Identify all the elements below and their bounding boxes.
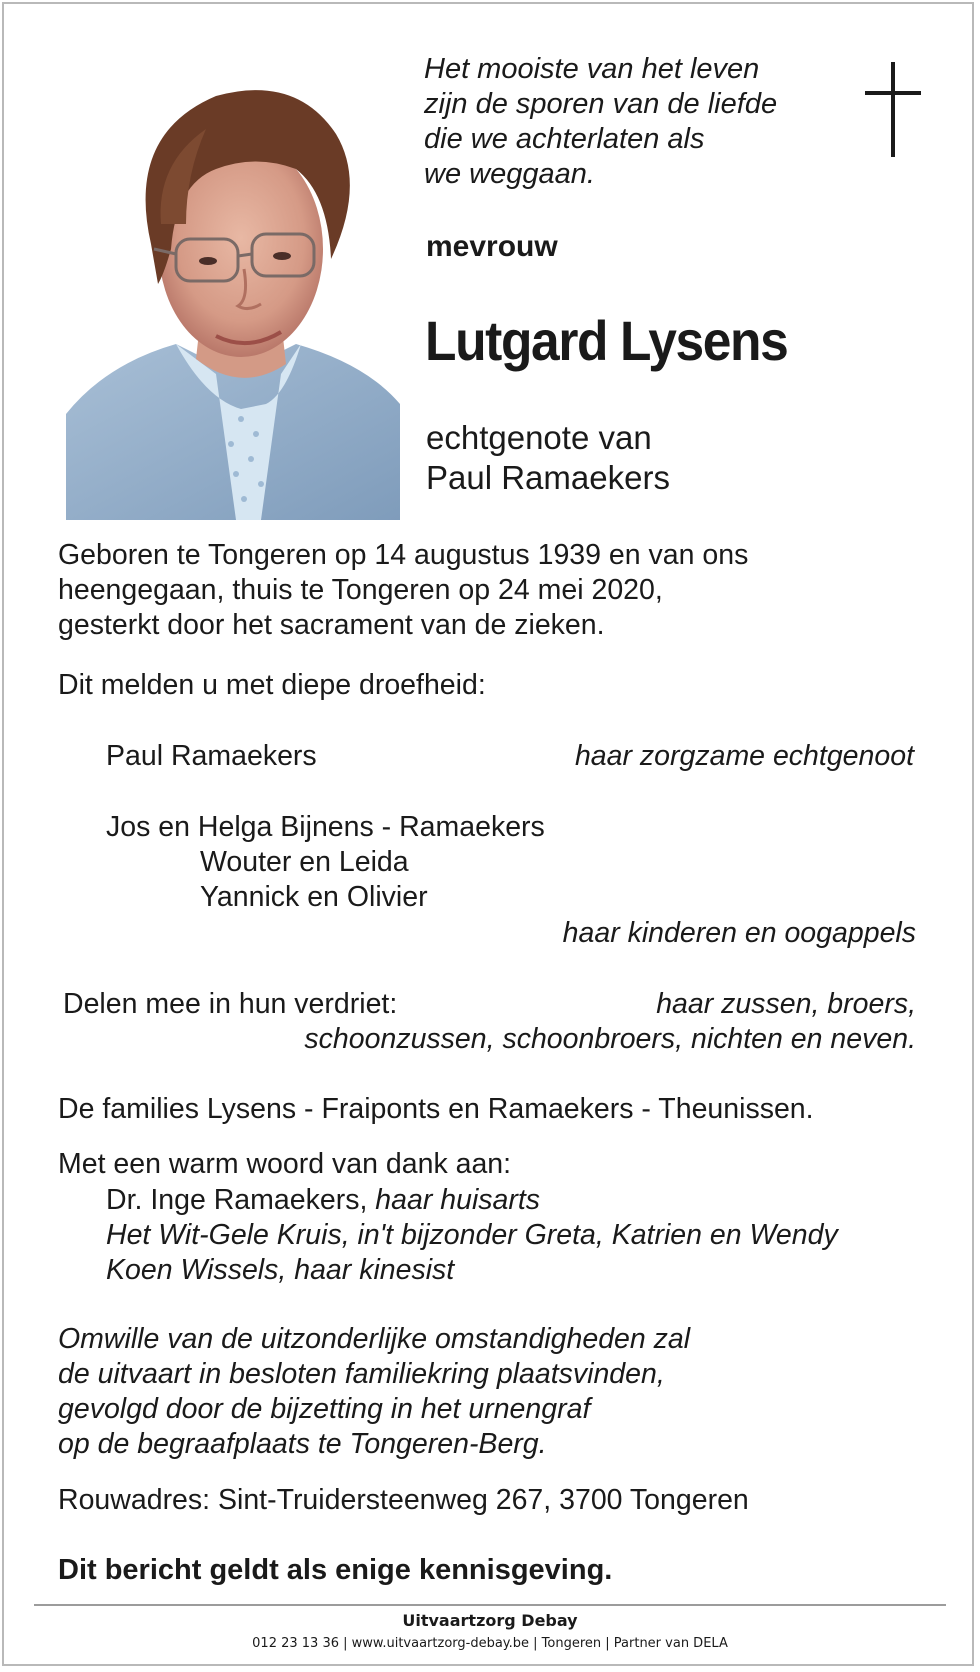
funeral-text xyxy=(58,1322,690,1462)
text-line: gevolgd door de bijzetting in het urnengraf xyxy=(58,1393,591,1425)
families-text: De families Lysens - Fraiponts en Ramaekers - Theunissen. xyxy=(58,1093,814,1125)
thanks-intro: Met een warm woord van dank aan: xyxy=(58,1148,512,1180)
text-line: gesterkt door het sacrament van de zieken. xyxy=(58,609,605,641)
portrait-photo xyxy=(66,74,400,520)
spouse xyxy=(426,418,670,498)
husband-role: haar zorgzame echtgenoot xyxy=(574,740,914,772)
doctor-role: haar huisarts xyxy=(375,1184,541,1216)
text-line: Geboren te Tongeren op 14 augustus 1939 en van ons xyxy=(58,539,749,571)
spouse-name: Paul Ramaekers xyxy=(426,459,670,496)
deceased-name: Lutgard Lysens xyxy=(425,309,788,372)
children-couple: Jos en Helga Bijnens - Ramaekers xyxy=(106,811,545,843)
text-line: heengegaan, thuis te Tongeren op 24 mei 2020, xyxy=(58,574,663,606)
text-line: Omwille van de uitzonderlijke omstandigheden zal xyxy=(58,1323,691,1355)
children-role: haar kinderen en oogappels xyxy=(562,917,916,949)
funeral-home-name: Uitvaartzorg Debay xyxy=(402,1611,578,1630)
thanks-doctor xyxy=(106,1183,540,1218)
honorific: mevrouw xyxy=(426,230,558,263)
quote-line: Het mooiste van het leven xyxy=(424,53,760,85)
birth-death-text xyxy=(58,538,748,643)
announce-text: Dit melden u met diepe droefheid: xyxy=(58,669,486,701)
thanks-physio: Koen Wissels, haar kinesist xyxy=(106,1254,455,1286)
spouse-relation: echtgenote van xyxy=(426,419,652,456)
share-relatives: haar zussen, broers, xyxy=(656,988,916,1020)
husband-name: Paul Ramaekers xyxy=(106,740,317,772)
mourning-address: Rouwadres: Sint-Truidersteenweg 267, 3700 Tongeren xyxy=(58,1484,749,1516)
quote xyxy=(424,52,777,192)
quote-line: zijn de sporen van de liefde xyxy=(424,88,778,120)
quote-line: we weggaan. xyxy=(424,158,595,190)
share-relatives: schoonzussen, schoonbroers, nichten en neven. xyxy=(304,1023,916,1055)
footer-divider xyxy=(34,1604,946,1606)
share-label: Delen mee in hun verdriet: xyxy=(63,988,398,1020)
thanks-nursing: Het Wit-Gele Kruis, in't bijzonder Greta, Katrien en Wendy xyxy=(106,1219,838,1251)
text-line: op de begraafplaats te Tongeren-Berg. xyxy=(58,1428,547,1460)
grandchildren-line: Wouter en Leida xyxy=(200,846,409,878)
closing-statement: Dit bericht geldt als enige kennisgeving. xyxy=(58,1554,613,1586)
funeral-home-details: 012 23 13 36 | www.uitvaartzorg-debay.be | Tongeren | Partner van DELA xyxy=(252,1636,728,1651)
grandchildren-line: Yannick en Olivier xyxy=(200,881,428,913)
quote-line: die we achterlaten als xyxy=(424,123,705,155)
doctor-name: Dr. Inge Ramaekers, xyxy=(106,1184,368,1216)
text-line: de uitvaart in besloten familiekring plaatsvinden, xyxy=(58,1358,665,1390)
